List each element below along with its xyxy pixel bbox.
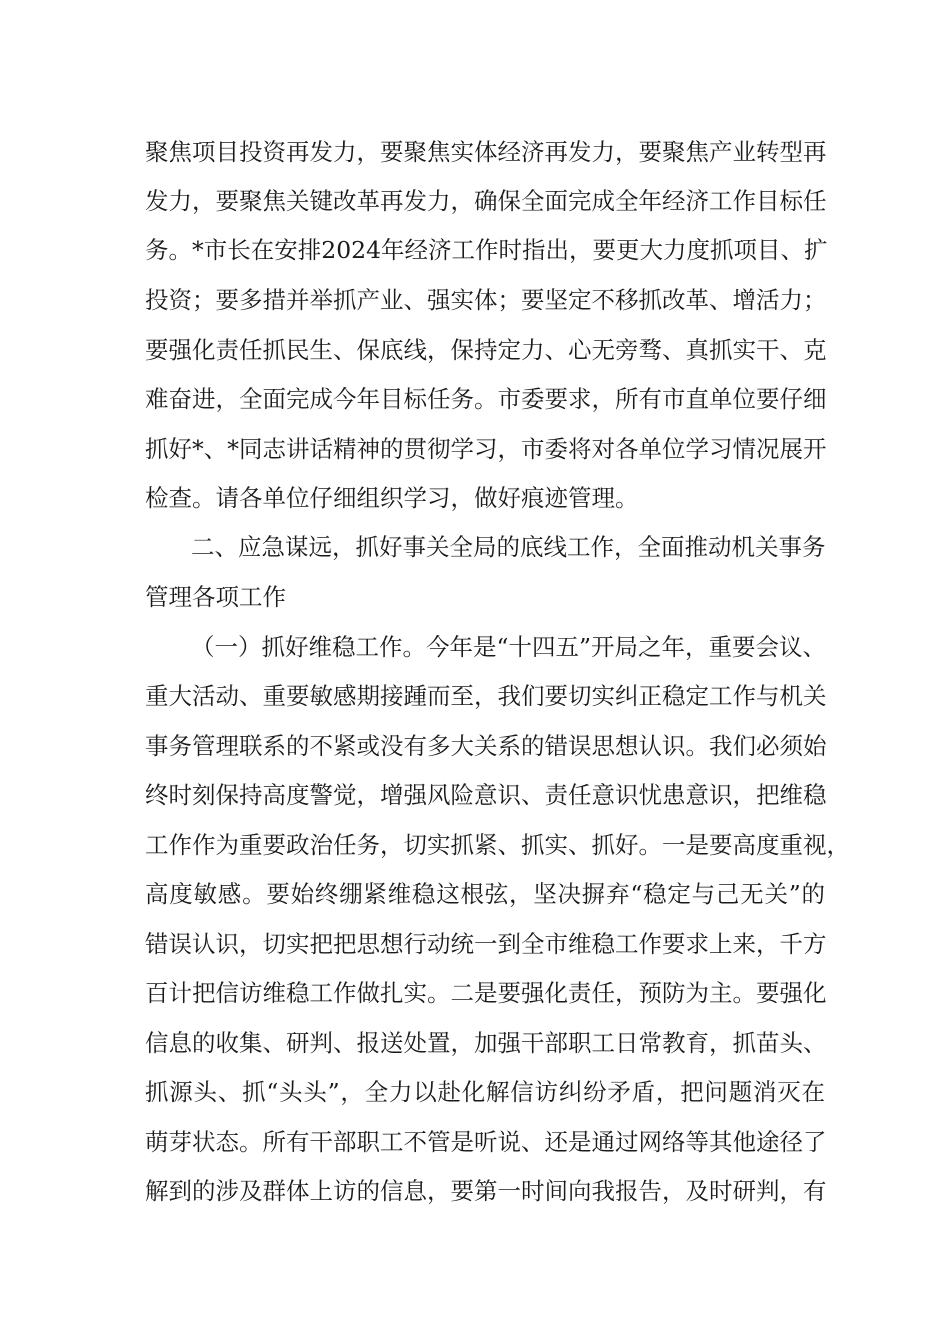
- body-text-line: 聚焦项目投资再发力，要聚焦实体经济再发力，要聚焦产业转型再: [145, 138, 827, 166]
- body-text-line: 抓好*、*同志讲话精神的贯彻学习，市委将对各单位学习情况展开: [145, 435, 827, 463]
- body-text-line: 百计把信访维稳工作做扎实。二是要强化责任，预防为主。要强化: [145, 979, 827, 1007]
- body-text-line: 务。*市长在安排2024年经济工作时指出，要更大力度抓项目、扩: [145, 236, 828, 264]
- body-text-line: 信息的收集、研判、报送处置，加强干部职工日常教育，抓苗头、: [145, 1029, 827, 1057]
- section-heading-line: 二、应急谋远，抓好事关全局的底线工作，全面推动机关事务: [191, 533, 826, 561]
- body-text-line: 难奋进，全面完成今年目标任务。市委要求，所有市直单位要仔细: [145, 385, 827, 413]
- body-text-line: 解到的涉及群体上访的信息，要第一时间向我报告，及时研判，有: [145, 1177, 827, 1205]
- body-text-line: 工作作为重要政治任务，切实抓紧、抓实、抓好。一是要高度重视，: [145, 831, 850, 859]
- body-text-line: 发力，要聚焦关键改革再发力，确保全面完成全年经济工作目标任: [145, 187, 827, 215]
- body-text-line: 事务管理联系的不紧或没有多大关系的错误思想认识。我们必须始: [145, 732, 827, 760]
- section-heading-line: 管理各项工作: [145, 583, 286, 611]
- subsection-text-line: （一）抓好维稳工作。今年是“十四五”开局之年，重要会议、: [191, 633, 827, 661]
- body-text-line: 检查。请各单位仔细组织学习，做好痕迹管理。: [145, 484, 639, 512]
- body-text-line: 萌芽状态。所有干部职工不管是听说、还是通过网络等其他途径了: [145, 1128, 827, 1156]
- body-text-line: 投资；要多措并举抓产业、强实体；要坚定不移抓改革、增活力；: [145, 286, 827, 314]
- body-text-line: 要强化责任抓民生、保底线，保持定力、心无旁骛、真抓实干、克: [145, 336, 827, 364]
- body-text-line: 错误认识，切实把把思想行动统一到全市维稳工作要求上来，千方: [145, 930, 827, 958]
- body-text-line: 重大活动、重要敏感期接踵而至，我们要切实纠正稳定工作与机关: [145, 682, 827, 710]
- body-text-line: 抓源头、抓“头头”，全力以赴化解信访纠纷矛盾，把问题消灭在: [145, 1078, 825, 1106]
- body-text-line: 终时刻保持高度警觉，增强风险意识、责任意识忧患意识，把维稳: [145, 781, 827, 809]
- body-text-line: 高度敏感。要始终绷紧维稳这根弦，坚决摒弃“稳定与己无关”的: [145, 880, 825, 908]
